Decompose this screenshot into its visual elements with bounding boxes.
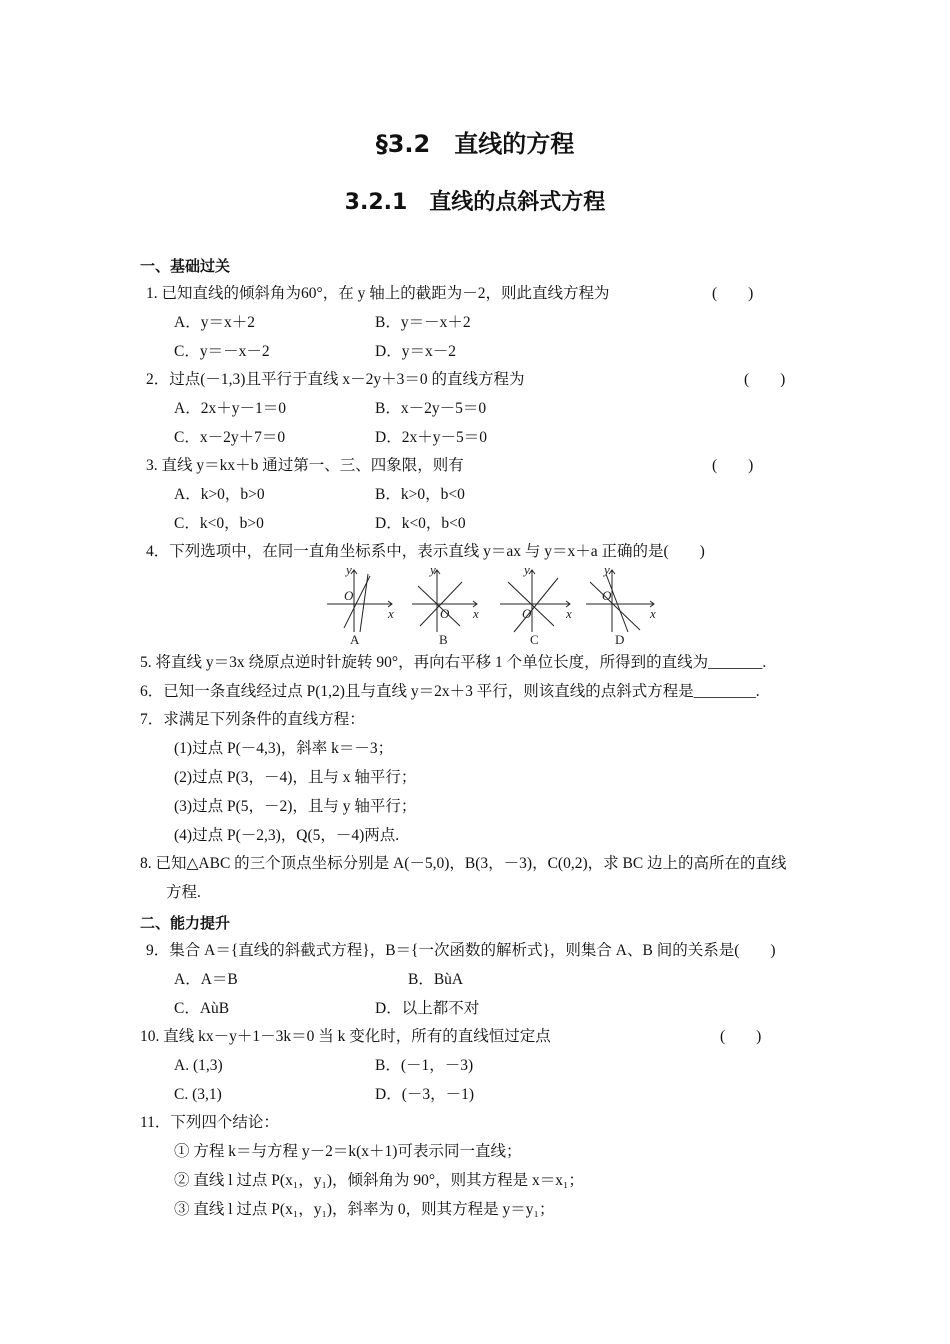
q1-option-d: D．y＝x－2 [375, 343, 456, 360]
q3-option-c: C．k<0，b>0 [174, 515, 264, 532]
figure-a-y-label: y [346, 562, 352, 577]
q9-option-a: A．A＝B [174, 971, 238, 988]
q9-option-b: B．BùA [408, 971, 464, 988]
q2-option-b: B．x－2y－5＝0 [375, 400, 487, 417]
figure-d-x-label: x [650, 606, 656, 621]
q9-option-d: D．以上都不对 [375, 1000, 480, 1017]
q4-figures [322, 560, 662, 646]
q2-option-a: A．2x＋y－1＝0 [174, 400, 286, 417]
figure-c-graph [500, 570, 570, 632]
figure-a-origin-label: O [344, 588, 354, 603]
figure-c-label: C [530, 632, 539, 646]
q3-answer-paren: ( ) [712, 457, 754, 474]
q2-option-d: D．2x＋y－5＝0 [375, 429, 487, 446]
q7-sub-2: (2)过点 P(3，－4)，且与 x 轴平行； [174, 769, 417, 786]
q1-option-c: C．y＝－x－2 [174, 343, 270, 360]
figure-b-x-label: x [473, 606, 479, 621]
q11-statement-3: ③ 直线 l 过点 P(x₁，y₁)，斜率为 0，则其方程是 y＝y₁； [174, 1201, 555, 1218]
q10-answer-paren: ( ) [720, 1028, 762, 1045]
q2-option-c: C．x－2y＋7＝0 [174, 429, 286, 446]
figure-d-line-2 [606, 574, 628, 632]
q3-option-a: A．k>0，b>0 [174, 486, 265, 503]
chapter-title: §3.2 直线的方程 [375, 130, 575, 158]
figure-a-x-label: x [388, 606, 394, 621]
q5-stem: 5. 将直线 y＝3x 绕原点逆时针旋转 90°，再向右平移 1 个单位长度，所得到的直线为_______. [140, 654, 767, 671]
figure-a-graph [327, 570, 392, 632]
q9-option-c: C．AùB [174, 1000, 230, 1017]
q3-option-d: D．k<0，b<0 [375, 515, 466, 532]
figure-d-line-1 [590, 582, 640, 630]
q1-option-a: A．y＝x＋2 [174, 314, 255, 331]
q10-option-a: A. (1,3) [174, 1057, 223, 1074]
q1-answer-paren: ( ) [712, 285, 754, 302]
q10-option-b: B．(－1，－3) [375, 1057, 474, 1074]
q7-sub-4: (4)过点 P(－2,3)，Q(5，－4)两点. [174, 827, 400, 844]
figure-c-y-label: y [524, 562, 530, 577]
q7-sub-3: (3)过点 P(5，－2)，且与 y 轴平行； [174, 798, 417, 815]
q2-answer-paren: ( ) [744, 371, 786, 388]
q11-statement-2: ② 直线 l 过点 P(x₁，y₁)，倾斜角为 90°，则其方程是 x＝x₁； [174, 1172, 584, 1189]
q4-stem: 4．下列选项中，在同一直角坐标系中，表示直线 y＝ax 与 y＝x＋a 正确的是( ) [146, 543, 705, 560]
figure-d-origin-label: O [602, 588, 612, 603]
q3-option-b: B．k>0，b<0 [375, 486, 465, 503]
figure-d-graph [586, 570, 654, 632]
q11-statement-1: ① 方程 k＝与方程 y－2＝k(x＋1)可表示同一直线； [174, 1143, 522, 1160]
q7-stem: 7．求满足下列条件的直线方程： [140, 711, 365, 728]
q1-stem: 1. 已知直线的倾斜角为60°，在 y 轴上的截距为－2，则此直线方程为 [146, 285, 610, 302]
figure-b-origin-label: O [440, 606, 450, 621]
figure-a-label: A [350, 632, 360, 646]
q8-stem-line-1: 8. 已知△ABC 的三个顶点坐标分别是 A(－5,0)，B(3，－3)，C(0,2)，求 BC 边上的高所在的直线 [140, 855, 787, 872]
q7-sub-1: (1)过点 P(－4,3)，斜率 k＝－3； [174, 740, 394, 757]
figure-c-origin-label: O [522, 606, 532, 621]
q9-stem: 9．集合 A＝{直线的斜截式方程}，B＝{一次函数的解析式}，则集合 A、B 间的关系是( ) [146, 942, 776, 959]
q3-stem: 3. 直线 y＝kx＋b 通过第一、三、四象限，则有 [146, 457, 464, 474]
q2-stem: 2．过点(－1,3)且平行于直线 x－2y＋3＝0 的直线方程为 [146, 371, 525, 388]
q10-option-d: D．(－3，－1) [375, 1086, 475, 1103]
figure-b-label: B [439, 632, 448, 646]
q10-stem: 10. 直线 kx－y＋1－3k＝0 当 k 变化时，所有的直线恒过定点 [140, 1028, 551, 1045]
figure-b-y-label: y [430, 562, 436, 577]
figure-b-graph [412, 570, 477, 632]
q8-stem-line-2: 方程. [166, 884, 201, 901]
q6-stem: 6．已知一条直线经过点 P(1,2)且与直线 y＝2x＋3 平行，则该直线的点斜式方程是________. [140, 683, 760, 700]
section-title: 3.2.1 直线的点斜式方程 [344, 190, 606, 215]
q11-stem: 11．下列四个结论： [140, 1114, 279, 1131]
figure-d-y-label: y [604, 562, 610, 577]
figure-c-x-label: x [566, 606, 572, 621]
figure-a-line-2 [360, 574, 368, 632]
q10-option-c: C. (3,1) [174, 1086, 222, 1103]
section-heading-basic: 一、基础过关 [140, 257, 231, 275]
section-heading-advanced: 二、能力提升 [140, 914, 231, 932]
figure-d-label: D [615, 632, 625, 646]
q1-option-b: B．y＝－x＋2 [375, 314, 471, 331]
q4-figures-svg [322, 560, 662, 646]
